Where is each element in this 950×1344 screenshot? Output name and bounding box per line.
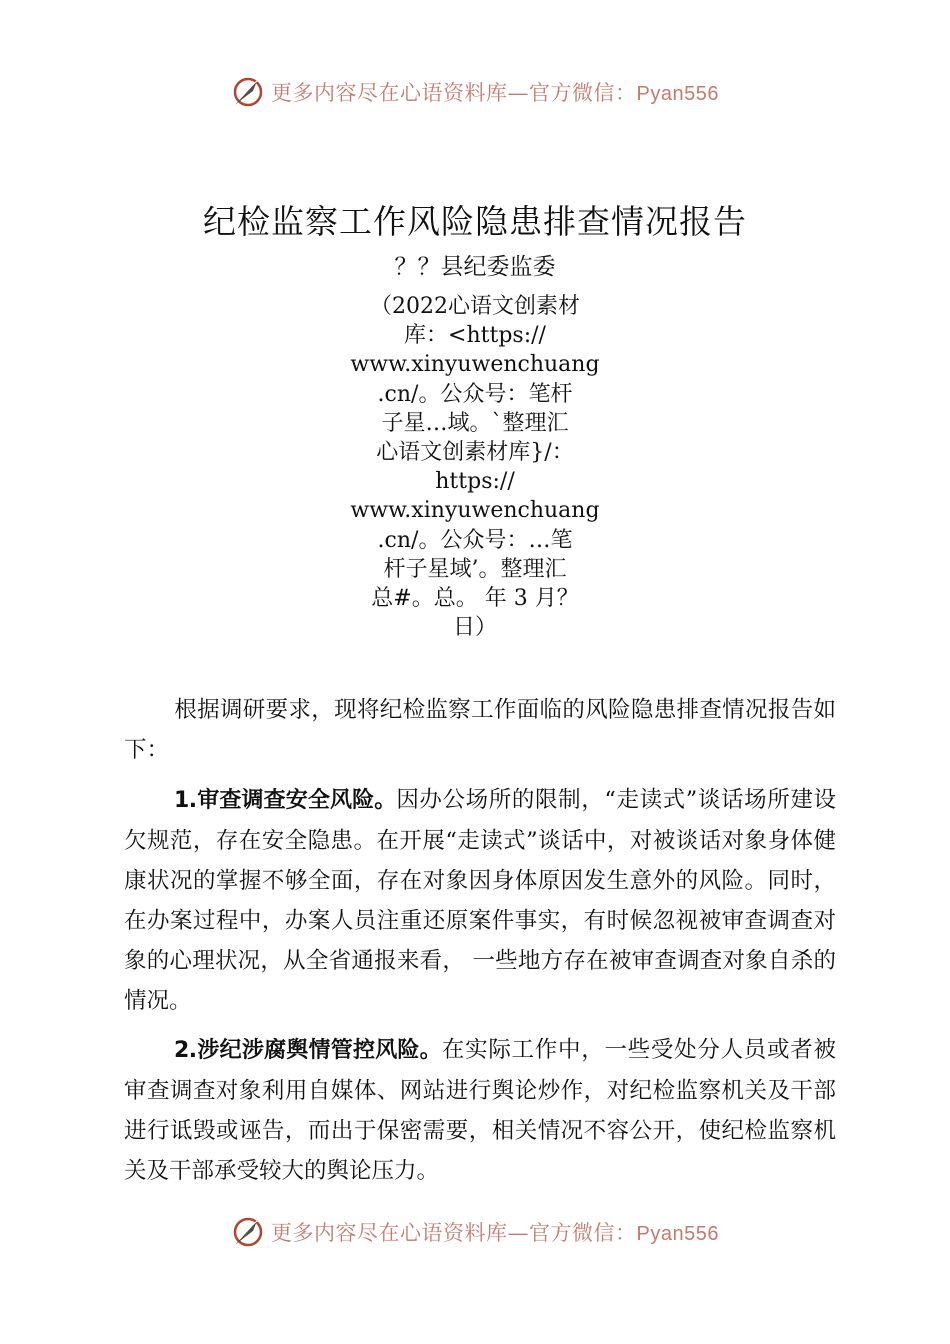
section-text: 因办公场所的限制，“走读式”谈话场所建设欠规范，存在安全隐患。在开展“走读式”谈话中，对被谈话对象身体健康状况的掌握不够全面，存在对象因身体原因发生意外的风险。同时，在办案过程中，办案人员注重还原案件事实，有时候忽视被审查调查对象的心理状况，从全省通报来看， 一些地方存在被审查调查对象自杀的情况。 — [124, 787, 836, 1014]
date-line: www.xinyuwenchuang — [350, 498, 600, 524]
date-line: 日） — [452, 615, 497, 641]
header-banner — [0, 70, 950, 114]
date-line: 总#。总。 年 3 月？ — [371, 586, 579, 612]
section-paragraph-1 — [124, 780, 836, 1021]
footer-banner — [0, 1210, 950, 1254]
date-line: .cn/。公众号：笔杆 — [377, 381, 573, 407]
section-text: 在实际工作中，一些受处分人员或者被审查调查对象利用自媒体、网站进行舆论炒作，对纪检监察机关及干部进行诋毁或诬告，而出于保密需要，相关情况不容公开，使纪检监察机关及干部承受较大的舆论压力。 — [124, 1037, 836, 1184]
date-line: .cn/。公众号：…笔 — [377, 527, 573, 553]
section-paragraph-2 — [124, 1030, 836, 1191]
date-line: https:// — [435, 469, 515, 495]
document-author: ？？县纪委监委 — [394, 254, 556, 280]
quill-logo-icon — [231, 75, 265, 109]
date-line: 子星…域。`整理汇 — [381, 410, 569, 436]
date-line: 库：<https:// — [404, 323, 546, 349]
section-heading: 1.审查调查安全风险。 — [174, 788, 397, 813]
banner-wechat-id: Pyan556 — [636, 1223, 719, 1245]
date-line: 心语文创素材库}/： — [376, 440, 574, 466]
section-heading: 2.涉纪涉腐舆情管控风险。 — [174, 1038, 442, 1063]
banner-wechat-id: Pyan556 — [636, 83, 719, 105]
banner-text: 更多内容尽在心语资料库—官方微信：Pyan556 — [271, 81, 719, 105]
date-line: （2022心语文创素材 — [370, 294, 580, 319]
date-line: www.xinyuwenchuang — [350, 352, 600, 378]
quill-logo-icon — [231, 1215, 265, 1249]
intro-paragraph: 根据调研要求，现将纪检监察工作面临的风险隐患排查情况报告如下： — [124, 697, 836, 763]
date-line: 杆子星域’。整理汇 — [383, 556, 567, 582]
banner-text: 更多内容尽在心语资料库—官方微信：Pyan556 — [271, 1221, 719, 1245]
document-title: 纪检监察工作风险隐患排查情况报告 — [203, 202, 747, 241]
document-date-block — [340, 292, 610, 642]
